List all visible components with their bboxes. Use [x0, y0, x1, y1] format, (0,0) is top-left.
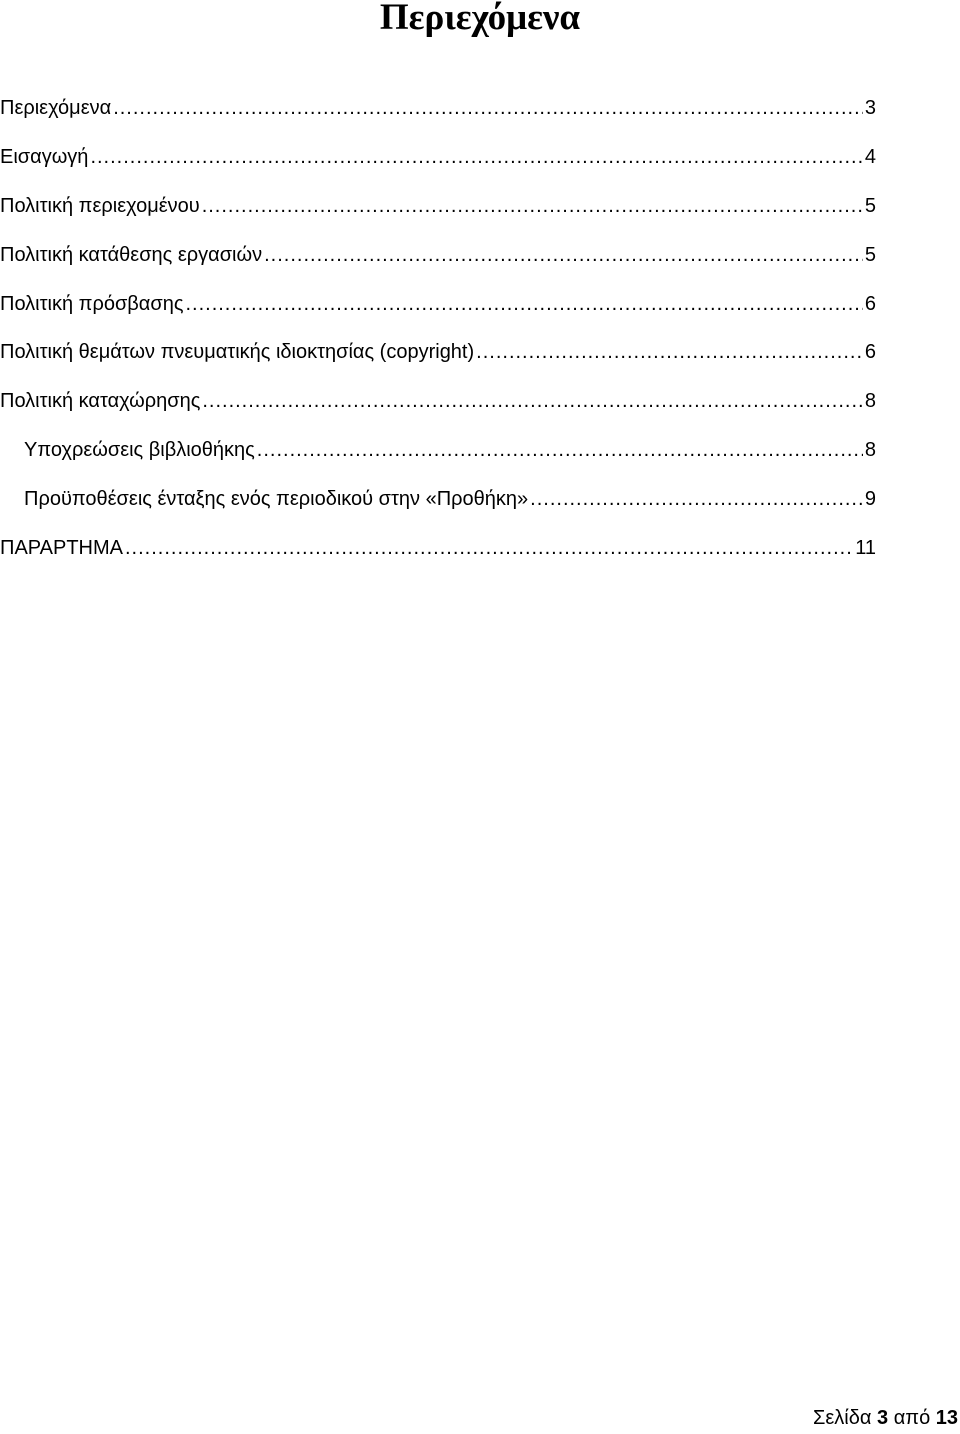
page-footer — [813, 1404, 958, 1432]
toc-entry-label: Περιεχόμενα — [0, 97, 112, 119]
dot-leader — [530, 483, 863, 515]
toc-entry-label: Εισαγωγή — [0, 145, 89, 168]
toc-entry-label: Πολιτική κατάθεσης εργασιών — [0, 243, 263, 266]
footer-total-pages: 13 — [935, 1407, 958, 1429]
dot-leader — [202, 190, 863, 222]
toc-entry-page-number: 6 — [864, 341, 876, 364]
toc-entry-label: Πολιτική περιεχομένου — [0, 194, 200, 217]
dot-leader — [264, 239, 863, 271]
toc-entry-registration-policy[interactable] — [0, 385, 876, 434]
toc-entry-library-obligations[interactable] — [0, 434, 876, 483]
toc-entry-contents[interactable] — [0, 92, 876, 141]
footer-of-word: από — [893, 1407, 931, 1429]
dot-leader — [202, 385, 863, 417]
toc-entry-label: ΠΑΡΑΡΤΗΜΑ — [0, 537, 123, 560]
toc-entry-page-number: 11 — [855, 537, 876, 560]
dot-leader — [185, 288, 862, 320]
toc-entry-label: Πολιτική καταχώρησης — [0, 390, 201, 413]
dot-leader — [90, 141, 862, 173]
toc-entry-label: Υποχρεώσεις βιβλιοθήκης — [24, 439, 255, 462]
footer-page-word: Σελίδα — [813, 1407, 872, 1429]
toc-entry-journal-inclusion-requirements[interactable] — [0, 483, 876, 532]
toc-entry-label: Πολιτική θεμάτων πνευματικής ιδιοκτησίας (copyright) — [0, 341, 475, 364]
footer-current-page: 3 — [877, 1407, 889, 1429]
toc-entry-page-number: 8 — [864, 439, 876, 462]
toc-entry-page-number: 9 — [864, 488, 876, 511]
page-title: Περιεχόμενα — [379, 0, 581, 38]
dot-leader — [113, 92, 863, 124]
toc-entry-label: Προϋποθέσεις ένταξης ενός περιοδικού στην «Προθήκη» — [24, 488, 529, 511]
toc-entry-page-number: 5 — [864, 194, 876, 217]
dot-leader — [476, 336, 863, 368]
table-of-contents — [0, 92, 876, 581]
dot-leader — [125, 532, 853, 564]
toc-entry-copyright-policy[interactable] — [0, 336, 876, 385]
toc-entry-page-number: 3 — [864, 97, 876, 119]
toc-entry-content-policy[interactable] — [0, 190, 876, 239]
dot-leader — [257, 434, 863, 466]
toc-entry-page-number: 6 — [864, 292, 876, 315]
toc-entry-page-number: 5 — [864, 243, 876, 266]
toc-entry-introduction[interactable] — [0, 141, 876, 190]
toc-entry-access-policy[interactable] — [0, 288, 876, 337]
toc-entry-submission-policy[interactable] — [0, 239, 876, 288]
toc-entry-label: Πολιτική πρόσβασης — [0, 292, 184, 315]
toc-entry-appendix[interactable] — [0, 532, 876, 581]
toc-entry-page-number: 4 — [864, 145, 876, 168]
toc-entry-page-number: 8 — [864, 390, 876, 413]
